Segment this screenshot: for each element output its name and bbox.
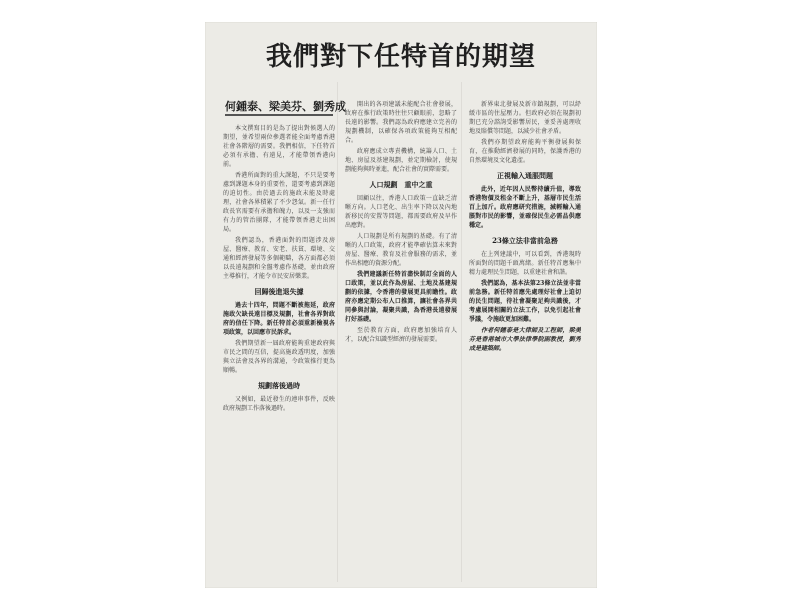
- article-column-3: [469, 100, 581, 580]
- section-heading: 人口規劃 重中之重: [369, 180, 433, 189]
- fold-line: [337, 82, 338, 582]
- body-paragraph: 本文撰寫目的是為了提出對候選人的期望，並希望兩位參選者能全面考慮香港社會各階層的需要。我們相信，下任特首必須有承擔、有遠見，才能帶領香港向前。: [223, 125, 335, 168]
- article-column-2: [345, 100, 457, 580]
- body-paragraph: 在上列建議中，可以看到，香港現時所面對的問題千頭萬緒。新任特首應集中精力處理民生問題，以重建社會和諧。: [469, 251, 581, 276]
- body-paragraph: 過去十四年，問題不斷被拖延，政府施政欠缺長遠目標及規劃，社會各界對政府的信任下降。新任特首必須重新檢視各項政策，以回應市民訴求。: [223, 302, 335, 336]
- author-underline: [225, 114, 333, 116]
- article-headline: 我們對下任特首的期望: [265, 42, 536, 72]
- body-paragraph: 開出的各項建議未能配合社會發展，政府在推行政策時往往只顧眼前，忽略了長遠的影響。我們認為政府應建立完善的規劃機制，以確保各項政策能夠互相配合。: [345, 101, 457, 144]
- article-authors: 何鍾泰、梁美芬、劉秀成: [225, 100, 346, 113]
- body-paragraph: 我們亦期望政府能夠平衡發展與保育，在推動經濟發展的同時，保護香港的自然環境及文化遺產。: [469, 139, 581, 164]
- body-paragraph: 政府應成立專責機構，統籌人口、土地、房屋及基建規劃，並定期檢討，使規劃能夠與時並進，配合社會的實際需要。: [345, 148, 457, 173]
- section-heading: 正視輸入通脹問題: [497, 171, 553, 180]
- body-paragraph: 我們認為，香港面對的問題涉及房屋、醫療、教育、安老、扶貧、環境、交通和經濟發展等多個範疇，各方面都必須以長遠規劃和全盤考慮作基礎，並由政府主導推行，才能令市民安居樂業。: [223, 237, 335, 280]
- newspaper-clipping: [205, 22, 597, 588]
- body-paragraph: 我們建議新任特首盡快制訂全面的人口政策，並以此作為房屋、土地及基建規劃的依據，令香港的發展更具前瞻性。政府亦應定期公布人口推算，讓社會各界共同參與討論，凝聚共識，為香港長遠發展打好基礎。: [345, 271, 457, 323]
- body-paragraph: 此外，近年因人民幣持續升值，導致香港物價及租金不斷上升，基層市民生活百上加斤。政府應研究措施，減輕輸入通脹對市民的影響，並確保民生必需品供應穩定。: [469, 186, 581, 229]
- body-paragraph: 回顧以往，香港人口政策一直缺乏清晰方向。人口老化、出生率下降以及內地新移民的安置等問題，都需要政府及早作出應對。: [345, 195, 457, 229]
- body-paragraph: 人口規劃是所有規劃的基礎。有了清晰的人口政策，政府才能準確估算未來對房屋、醫療、教育及社會服務的需求，並作出相應的資源分配。: [345, 233, 457, 267]
- body-paragraph: 香港所面對的重大課題，不只是要考慮到課題本身的重要性，還要考慮到課題的迫切性。由於過去的施政未能及時處理，社會各界積累了不少怨氣。新一任行政長官需要有承擔和魄力，以及一支強而有力的管治團隊，才能帶領香港走出困局。: [223, 172, 335, 233]
- body-paragraph: 新界東北發展及新市鎮規劃，可以紓緩市區的住屋壓力。但政府必須在規劃初期已充分諮詢受影響居民，並妥善處理收地及賠償等問題，以減少社會矛盾。: [469, 101, 581, 135]
- section-heading: 23條立法非當前急務: [492, 236, 558, 245]
- section-heading: 規劃落後過時: [258, 381, 300, 390]
- section-heading: 回歸後進退失據: [254, 287, 304, 296]
- body-paragraph: 我們認為，基本法第23條立法並非當前急務。新任特首應先處理好社會上迫切的民生問題，待社會凝聚足夠共識後，才考慮展開相關的立法工作，以免引起社會爭議，令施政更加困難。: [469, 280, 581, 323]
- body-paragraph: 又例如，最近發生的連串事件，反映政府規劃工作落後過時。: [223, 396, 335, 412]
- body-paragraph: 至於教育方面，政府應加強培育人才，以配合知識型經濟的發展需要。: [345, 327, 457, 343]
- article-column-1: [223, 124, 335, 580]
- fold-line: [461, 82, 462, 582]
- author-note: 作者何鍾泰是大律師及工程師，梁美芬是香港城市大學法律學院副教授，劉秀成是建築師。: [469, 327, 581, 352]
- body-paragraph: 我們期望新一屆政府能夠重建政府與市民之間的互信，提高施政透明度，加強與立法會及各界的溝通，令政策推行更為順暢。: [223, 340, 335, 374]
